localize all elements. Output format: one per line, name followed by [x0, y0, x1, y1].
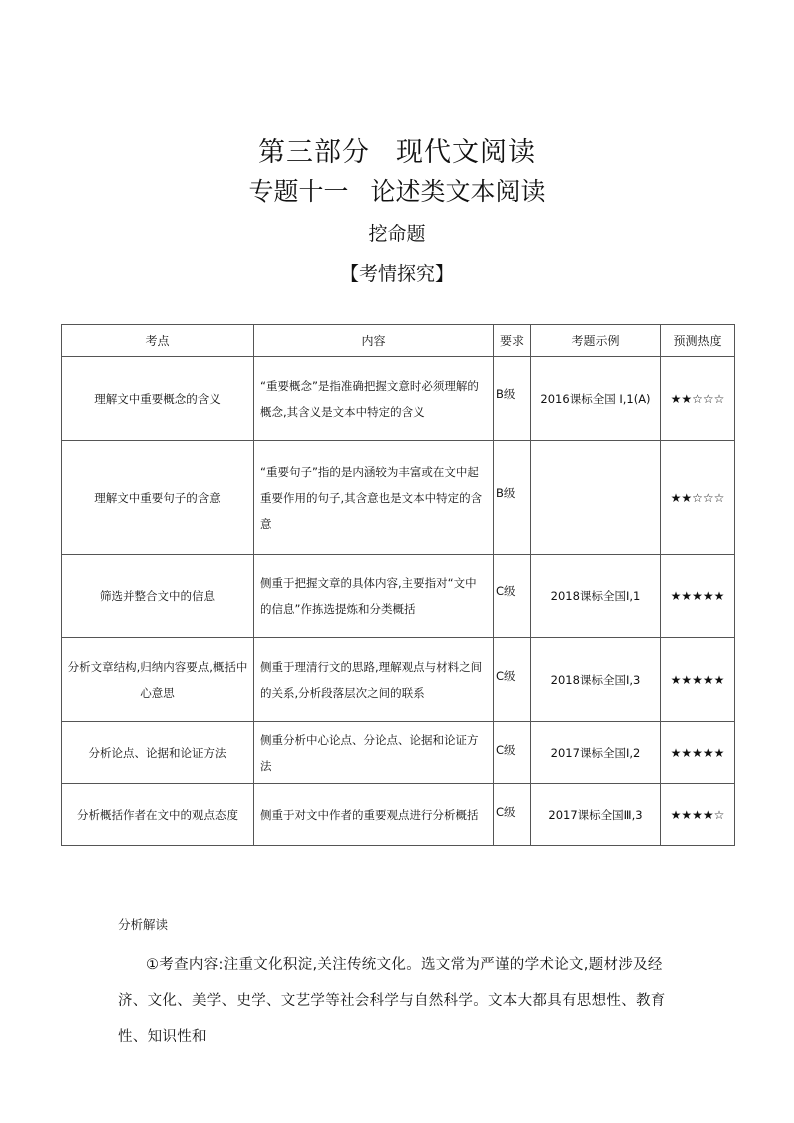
- analysis-paragraph: ①考查内容:注重文化积淀,关注传统文化。选文常为严谨的学术论文,题材涉及经济、文化、美学、史学、文艺学等社会科学与自然科学。文本大都具有思想性、教育性、知识性和: [118, 957, 666, 1045]
- cell-heat-stars: ★★★★★: [661, 555, 735, 638]
- cell-example: 2018课标全国Ⅰ,3: [531, 638, 661, 722]
- topic-title: [0, 172, 794, 208]
- cell-level: C级: [494, 722, 531, 784]
- topic-label: 专题十一: [248, 177, 349, 206]
- cell-content: “重要句子”指的是内涵较为丰富或在文中起重要作用的句子,其含意也是文本中特定的含意: [254, 441, 494, 555]
- cell-example: 2018课标全国Ⅰ,1: [531, 555, 661, 638]
- table-row: [62, 357, 735, 441]
- header-example: 考题示例: [531, 325, 661, 357]
- table-row: [62, 638, 735, 722]
- cell-level: C级: [494, 784, 531, 846]
- cell-content: 侧重于对文中作者的重要观点进行分析概括: [254, 784, 494, 846]
- cell-point: 分析文章结构,归纳内容要点,概括中心意思: [62, 638, 254, 722]
- header-level: 要求: [494, 325, 531, 357]
- cell-content: “重要概念”是指准确把握文意时必须理解的概念,其含义是文本中特定的含义: [254, 357, 494, 441]
- table-header-row: [62, 325, 735, 357]
- part-title: [0, 130, 794, 169]
- cell-point: 筛选并整合文中的信息: [62, 555, 254, 638]
- table-row: [62, 784, 735, 846]
- analysis-heading: 分析解读: [118, 917, 169, 932]
- cell-point: 理解文中重要句子的含意: [62, 441, 254, 555]
- cell-level: C级: [494, 555, 531, 638]
- cell-heat-stars: ★★★★☆: [661, 784, 735, 846]
- cell-example: 2016课标全国 Ⅰ,1(A): [531, 357, 661, 441]
- exam-analysis-table: [61, 324, 735, 846]
- cell-content: 侧重于把握文章的具体内容,主要指对“文中的信息”作拣选提炼和分类概括: [254, 555, 494, 638]
- cell-heat-stars: ★★★★★: [661, 638, 735, 722]
- cell-point: 理解文中重要概念的含义: [62, 357, 254, 441]
- table-row: [62, 722, 735, 784]
- header-heat: 预测热度: [661, 325, 735, 357]
- cell-level: B级: [494, 357, 531, 441]
- cell-example: 2017课标全国Ⅲ,3: [531, 784, 661, 846]
- topic-name: 论述类文本阅读: [370, 177, 546, 206]
- subtitle: 挖命题: [368, 223, 426, 245]
- header-point: 考点: [62, 325, 254, 357]
- cell-content: 侧重分析中心论点、分论点、论据和论证方法: [254, 722, 494, 784]
- cell-level: B级: [494, 441, 531, 555]
- part-label: 第三部分: [258, 137, 370, 168]
- table-row: [62, 555, 735, 638]
- cell-point: 分析概括作者在文中的观点态度: [62, 784, 254, 846]
- cell-heat-stars: ★★☆☆☆: [661, 441, 735, 555]
- cell-point: 分析论点、论据和论证方法: [62, 722, 254, 784]
- cell-example: [531, 441, 661, 555]
- cell-content: 侧重于理清行文的思路,理解观点与材料之间的关系,分析段落层次之间的联系: [254, 638, 494, 722]
- section-heading: 【考情探究】: [339, 263, 454, 285]
- table-row: [62, 441, 735, 555]
- cell-example: 2017课标全国Ⅰ,2: [531, 722, 661, 784]
- header-content: 内容: [254, 325, 494, 357]
- cell-level: C级: [494, 638, 531, 722]
- part-name: 现代文阅读: [396, 137, 536, 168]
- cell-heat-stars: ★★☆☆☆: [661, 357, 735, 441]
- cell-heat-stars: ★★★★★: [661, 722, 735, 784]
